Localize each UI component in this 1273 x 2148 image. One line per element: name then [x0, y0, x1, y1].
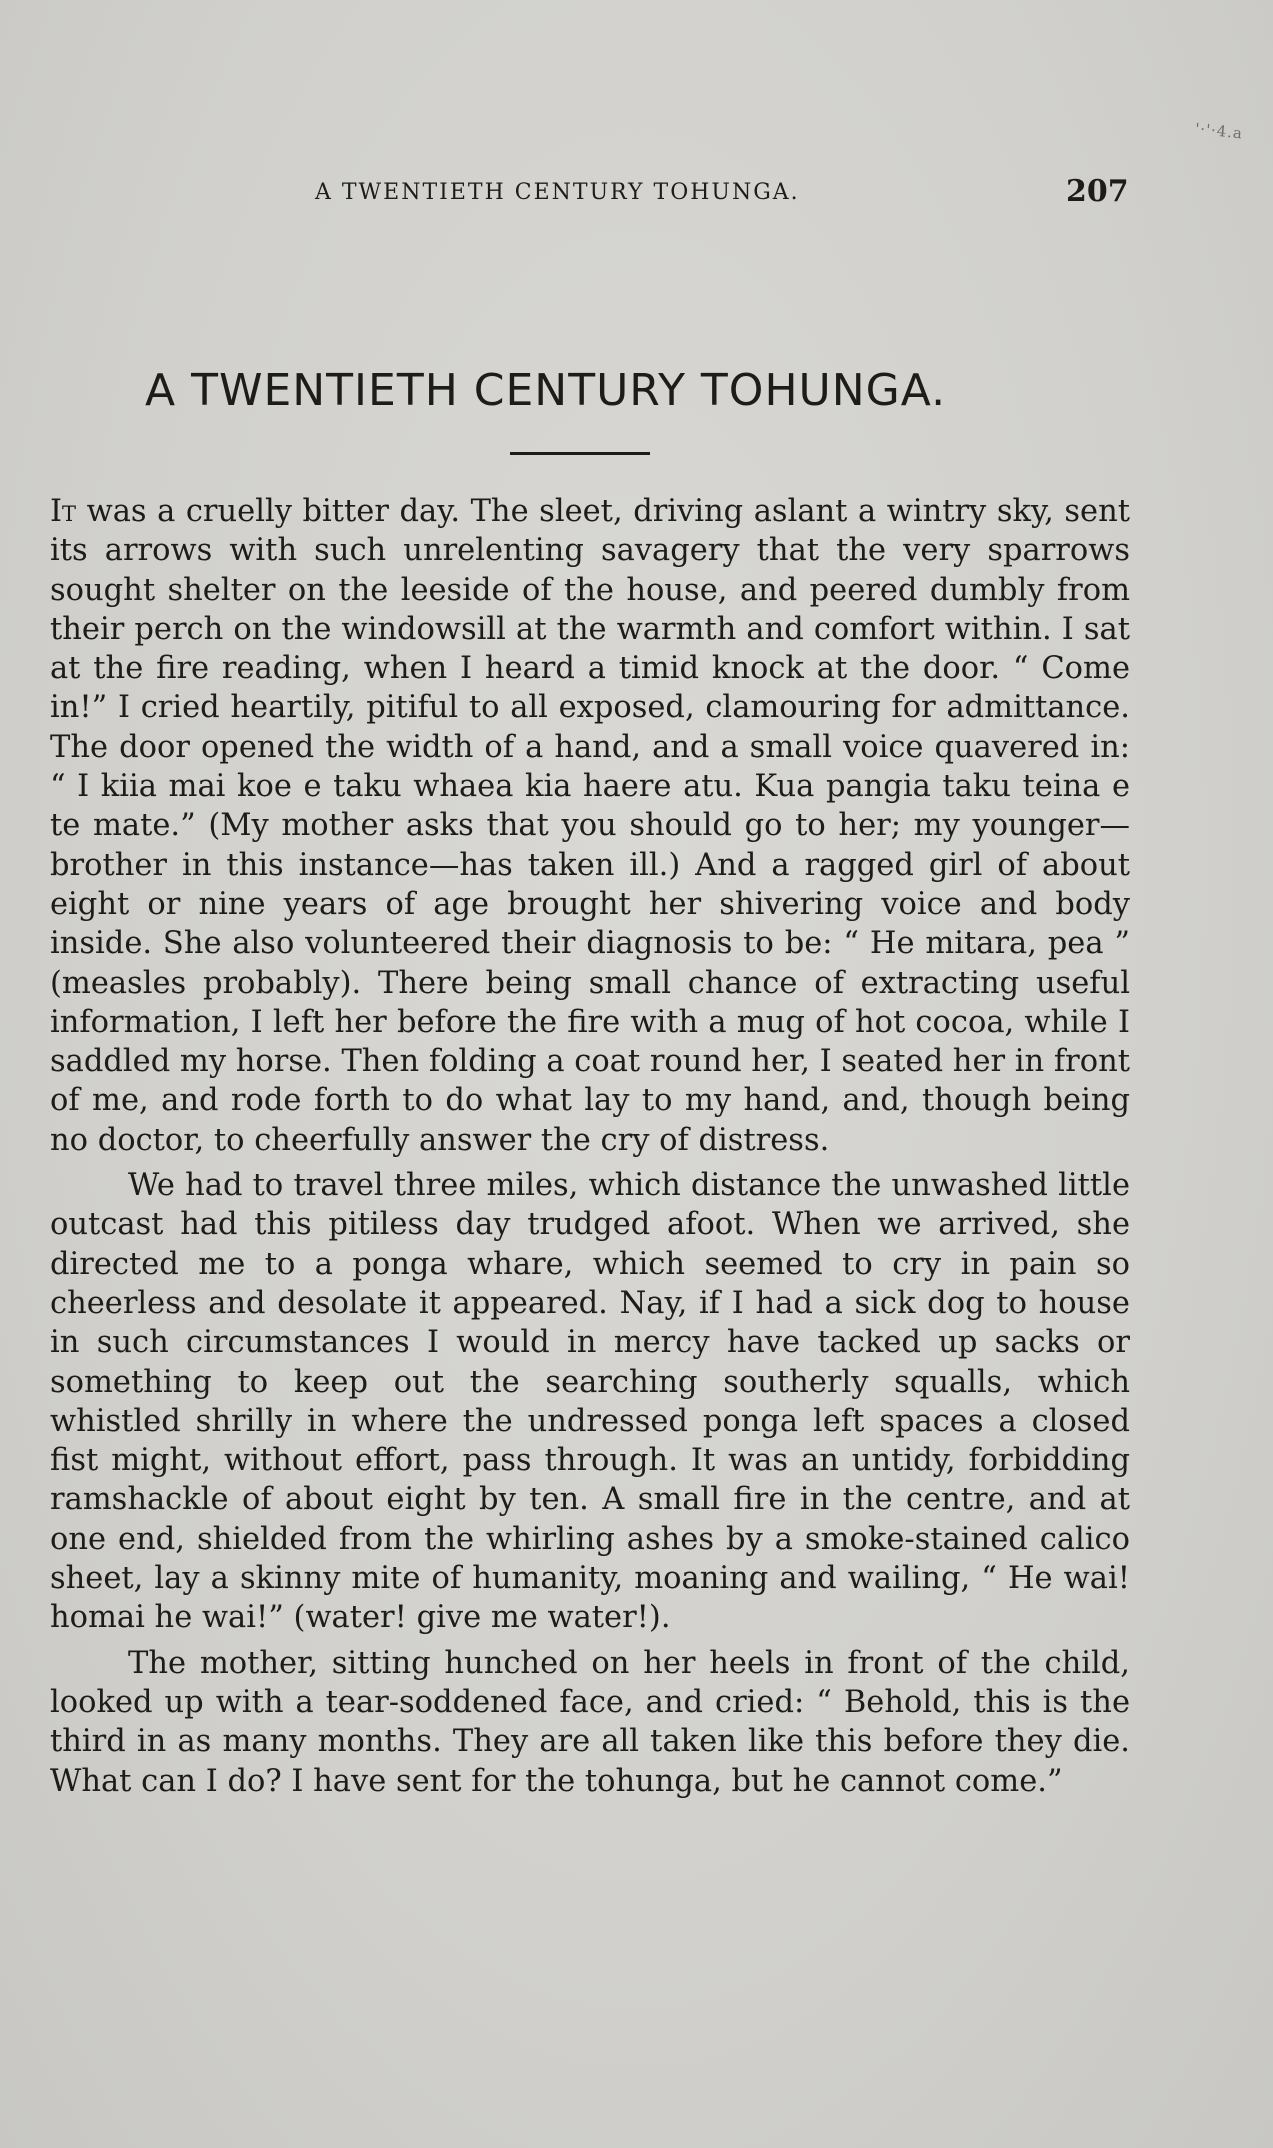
title-rule — [510, 452, 650, 455]
paragraph-3: The mother, sitting hunched on her heels in front of the child, looked up with a tear-soddened face, and cried: “ Behold, this is the third in as many months. They are all taken like this before they die. What can I do? I have sent for the tohunga, but he cannot come.” — [50, 1645, 1130, 1799]
running-head: A TWENTIETH CENTURY TOHUNGA. — [315, 180, 800, 205]
paragraph-1-text: was a cruelly bitter day. The sleet, driving aslant a wintry sky, sent its arrows with such unrelenting savagery that the very sparrows sought shelter on the leeside of the house, and peered dumbly from their perch on the windowsill at the warmth and comfort within. I sat at the fire reading, when I heard a timid knock at the door. “ Come in!” I cried heartily, pitiful to all exposed, clamouring for admittance. The door opened the width of a hand, and a small voice quavered in: “ I kiia mai koe e taku whaea kia haere atu. Kua pangia taku teina e te mate.” (My mother asks that you should go to her; my younger—brother in this instance—has taken ill.) And a ragged girl of about eight or nine years of age brought her shivering voice and body inside. She also volunteered their diagnosis to be: “ He mitara, pea ” (measles probably). There being small chance of extracting useful information, I left her before the fire with a mug of hot cocoa, while I saddled my horse. Then folding a coat round her, I seated her in front of me, and rode forth to do what lay to my hand, and, though being no doctor, to cheerfully answer the cry of distress. — [50, 494, 1130, 1158]
paragraph-1-opening: It — [50, 494, 77, 529]
edge-mark: '·'·4.a — [1194, 119, 1244, 143]
paragraph-1 — [50, 492, 1130, 1160]
body-text — [50, 492, 1130, 1801]
page-number: 207 — [1066, 174, 1129, 209]
paragraph-2: We had to travel three miles, which distance the unwashed little outcast had this pitiless day trudged afoot. When we arrived, she directed me to a ponga whare, which seemed to cry in pain so cheerless and desolate it appeared. Nay, if I had a sick dog to house in such circumstances I would in mercy have tacked up sacks or something to keep out the searching southerly squalls, which whistled shrilly in where the undressed ponga left spaces a closed fist might, without effort, pass through. It was an untidy, forbidding ramshackle of about eight by ten. A small fire in the centre, and at one end, shielded from the whirling ashes by a smoke-stained calico sheet, lay a skinny mite of humanity, moaning and wailing, “ He wai! homai he wai!” (water! give me water!). — [50, 1168, 1130, 1636]
chapter-title: A TWENTIETH CENTURY TOHUNGA. — [145, 365, 947, 416]
